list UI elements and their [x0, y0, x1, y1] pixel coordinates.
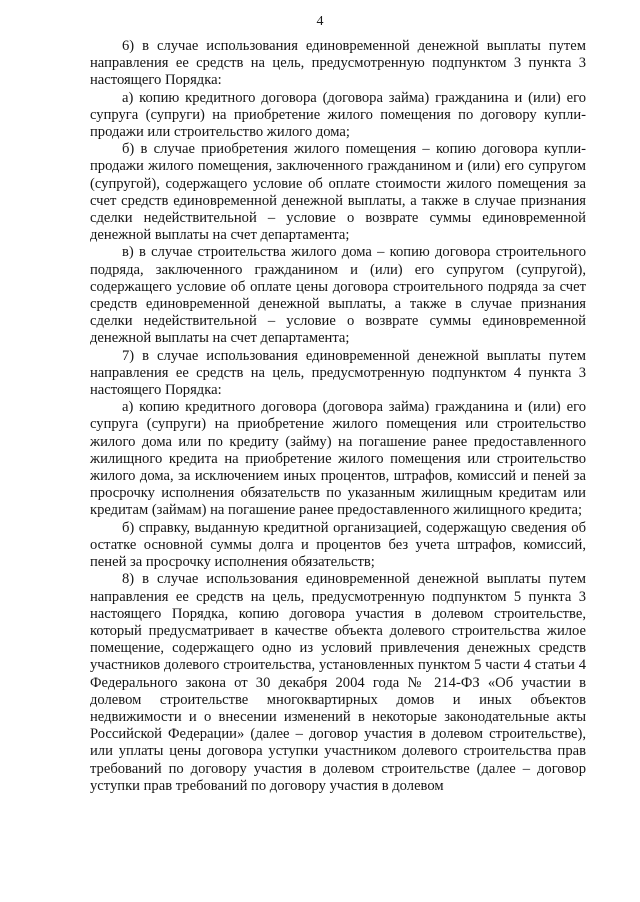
- paragraph-7: 7) в случае использования единовременной денежной выплаты путем направления ее средств на цель, предусмотренную подпунктом 4 пункта 3 настоящего Порядка:: [90, 347, 586, 399]
- paragraph-6b: б) в случае приобретения жилого помещения – копию договора купли-продажи жилого помещения, заключенного гражданином и (или) его супругом (супругой), содержащего условие об оплате стоимости жилого помещения за счет средств единовременной денежной выплаты, а также в случае признания сделки недействительной – условие о возврате суммы единовременной денежной выплаты на счет департамента;: [90, 141, 586, 244]
- paragraph-6v: в) в случае строительства жилого дома – копию договора строительного подряда, заключенного гражданином и (или) его супругом (супругой), содержащего условие об оплате цены договора строительного подряда за счет средств единовременной денежной выплаты, а также в случае признания сделки недействительной – условие о возврате суммы единовременной денежной выплаты на счет департамента;: [90, 244, 586, 347]
- paragraph-7a: а) копию кредитного договора (договора займа) гражданина и (или) его супруга (супруги) на приобретение жилого помещения или строительство жилого дома или по кредиту (займу) на погашение ранее предоставленного жилищного кредита на приобретение жилого помещения или строительство жилого дома, за исключением иных процентов, штрафов, комиссий и пеней за просрочку исполнения обязательств по указанным жилищным кредитам или кредитам (займам) на погашение ранее предоставленного жилищного кредита;: [90, 399, 586, 519]
- paragraph-8: 8) в случае использования единовременной денежной выплаты путем направления ее средств на цель, предусмотренную подпунктом 5 пункта 3 настоящего Порядка, копию договора участия в долевом строительстве, который предусматривает в качестве объекта долевого строительства жилое помещение, содержащего одно из условий привлечения денежных средств участников долевого строительства, установленных пунктом 5 части 4 статьи 4 Федерального закона от 30 декабря 2004 года № 214-ФЗ «Об участии в долевом строительстве многоквартирных домов и иных объектов недвижимости и о внесении изменений в некоторые законодательные акты Российской Федерации» (далее – договор участия в долевом строительстве), или уплаты цены договора уступки участником долевого строительства прав требований по договору участия в долевом строительстве (далее – договор уступки прав требований по договору участия в долевом: [90, 571, 586, 794]
- document-body: [90, 38, 586, 795]
- page-number: 4: [316, 14, 324, 29]
- paragraph-6a: а) копию кредитного договора (договора займа) гражданина и (или) его супруга (супруги) на приобретение жилого помещения по договору купли-продажи или строительство жилого дома;: [90, 89, 586, 141]
- paragraph-6: 6) в случае использования единовременной денежной выплаты путем направления ее средств на цель, предусмотренную подпунктом 3 пункта 3 настоящего Порядка:: [90, 38, 586, 89]
- paragraph-7b: б) справку, выданную кредитной организацией, содержащую сведения об остатке основной суммы долга и процентов без учета штрафов, комиссий, пеней за просрочку исполнения обязательств;: [90, 519, 586, 571]
